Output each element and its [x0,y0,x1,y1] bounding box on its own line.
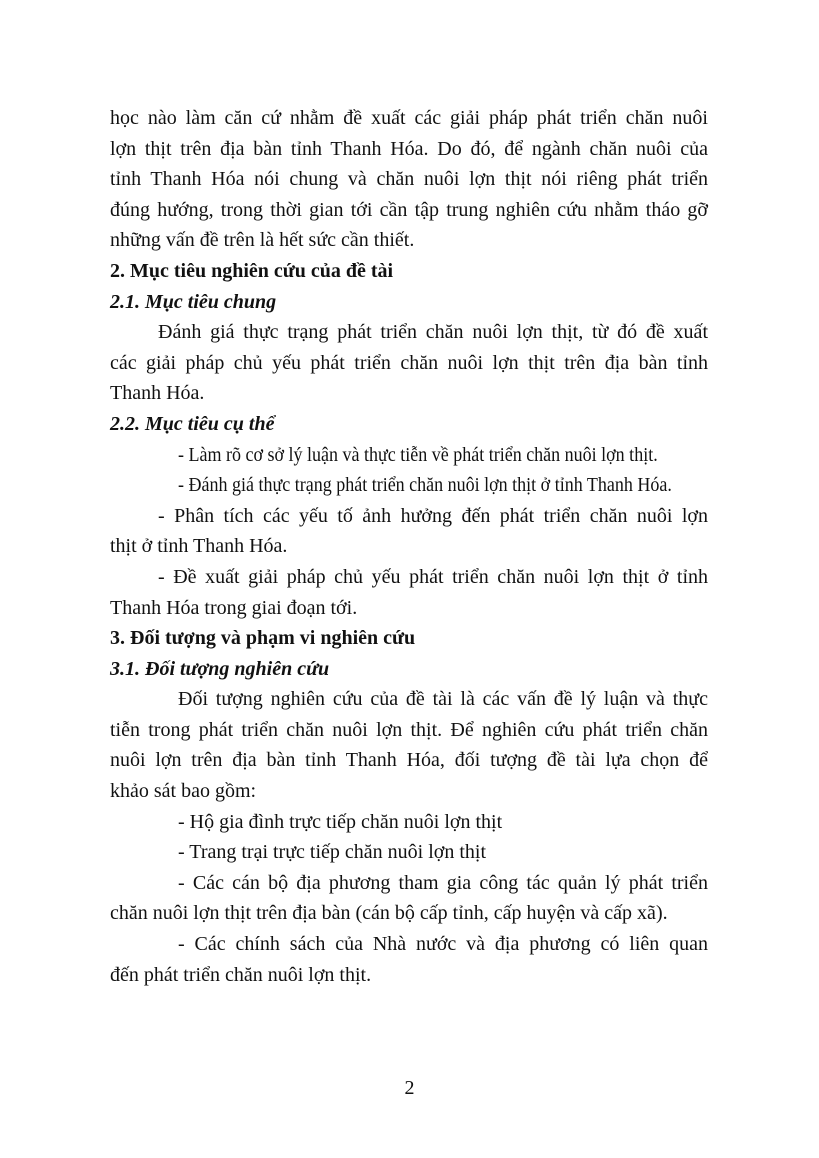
paragraph-line: chăn nuôi lợn thịt trên địa bàn (cán bộ cấp tỉnh, cấp huyện và cấp xã). [110,902,668,925]
paragraph-line: nuôi lợn trên địa bàn tỉnh Thanh Hóa, đối tượng đề tài lựa chọn để [110,749,708,772]
document-body [110,103,708,990]
list-item: - Trang trại trực tiếp chăn nuôi lợn thịt [178,841,487,864]
paragraph-line: đến phát triển chăn nuôi lợn thịt. [110,963,372,986]
paragraph-line: Thanh Hóa. [110,382,205,405]
paragraph-line: đúng hướng, trong thời gian tới cần tập trung nghiên cứu nhằm tháo gỡ [110,198,708,221]
list-item-text: - Đánh giá thực trạng phát triển chăn nuôi lợn thịt ở tỉnh Thanh Hóa. [178,474,672,497]
paragraph-line: thịt ở tỉnh Thanh Hóa. [110,535,288,558]
paragraph-line: tiễn trong phát triển chăn nuôi lợn thịt. Để nghiên cứu phát triển chăn [110,718,708,741]
paragraph-line: Đánh giá thực trạng phát triển chăn nuôi lợn thịt, từ đó đề xuất [158,321,708,344]
subsection-heading: 2.1. Mục tiêu chung [110,290,277,313]
list-item: - Các cán bộ địa phương tham gia công tác quản lý phát triển [178,871,708,894]
list-item [110,470,708,501]
section-heading: 3. Đối tượng và phạm vi nghiên cứu [110,627,416,650]
list-item: - Hộ gia đình trực tiếp chăn nuôi lợn thịt [178,810,503,833]
paragraph-line: lợn thịt trên địa bàn tỉnh Thanh Hóa. Do đó, để ngành chăn nuôi của [110,137,708,160]
paragraph-line: những vấn đề trên là hết sức cần thiết. [110,229,415,252]
list-item: - Đề xuất giải pháp chủ yếu phát triển chăn nuôi lợn thịt ở tỉnh [158,565,708,588]
subsection-heading: 3.1. Đối tượng nghiên cứu [110,657,330,680]
paragraph-line: Đối tượng nghiên cứu của đề tài là các vấn đề lý luận và thực [178,688,708,711]
paragraph-line: học nào làm căn cứ nhằm đề xuất các giải pháp phát triển chăn nuôi [110,107,708,129]
list-item [110,440,708,471]
list-item: - Phân tích các yếu tố ảnh hưởng đến phát triển chăn nuôi lợn [158,504,708,527]
list-item-text: - Làm rõ cơ sở lý luận và thực tiễn về phát triển chăn nuôi lợn thịt. [178,443,658,466]
section-heading: 2. Mục tiêu nghiên cứu của đề tài [110,259,394,282]
subsection-heading: 2.2. Mục tiêu cụ thể [110,412,275,435]
paragraph-line: khảo sát bao gồm: [110,780,257,803]
paragraph-line: các giải pháp chủ yếu phát triển chăn nuôi lợn thịt trên địa bàn tỉnh [110,351,708,374]
list-item: - Các chính sách của Nhà nước và địa phương có liên quan [178,933,708,956]
paragraph-line: tỉnh Thanh Hóa nói chung và chăn nuôi lợn thịt nói riêng phát triển [110,168,708,191]
page-number: 2 [404,1077,415,1099]
paragraph-line: Thanh Hóa trong giai đoạn tới. [110,596,358,619]
